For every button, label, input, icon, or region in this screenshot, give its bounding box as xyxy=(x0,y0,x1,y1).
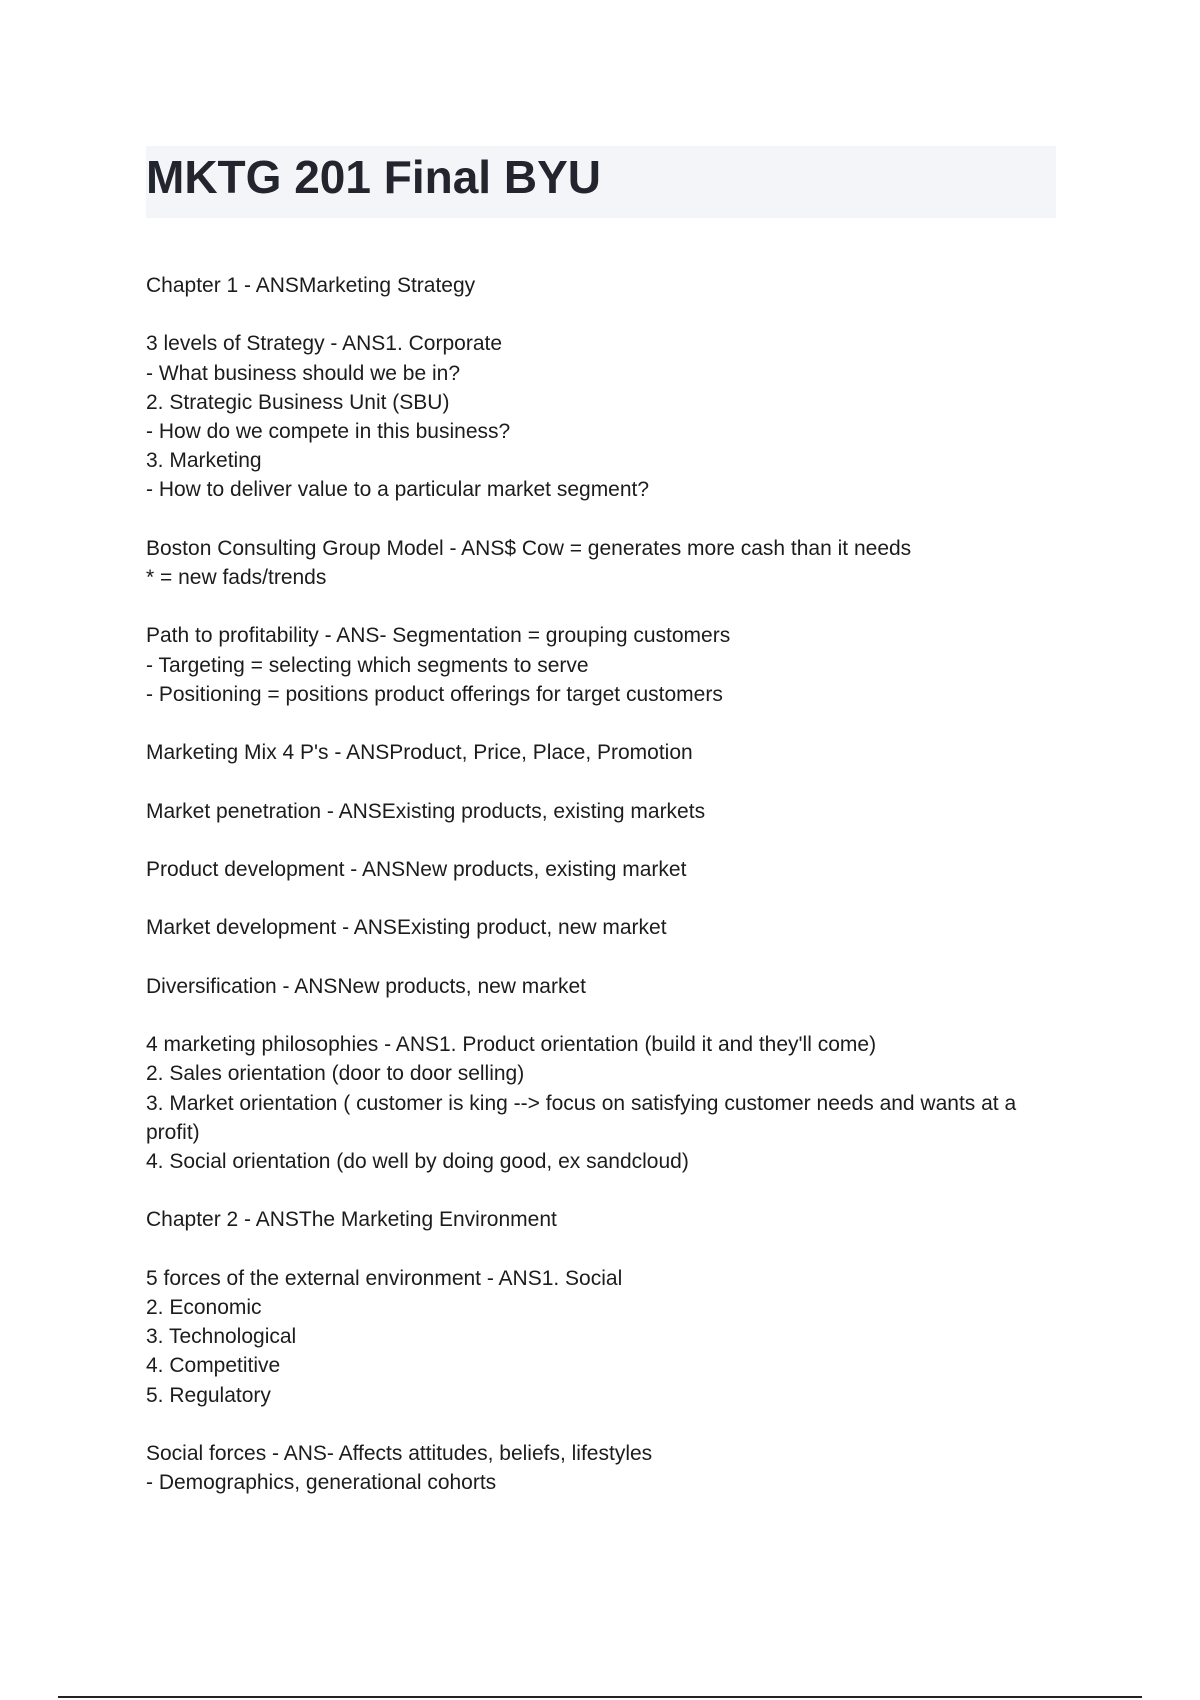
text-line: Market development - ANSExisting product, new market xyxy=(146,916,667,940)
footer-divider xyxy=(58,1696,1142,1698)
text-line: - How do we compete in this business? xyxy=(146,420,511,443)
text-line: Marketing Mix 4 P's - ANSProduct, Price, Place, Promotion xyxy=(146,741,693,765)
text-line: Diversification - ANSNew products, new market xyxy=(146,974,586,998)
text-line: 3. Technological xyxy=(146,1325,297,1349)
paragraph xyxy=(146,913,1056,942)
title-banner xyxy=(146,146,1056,218)
paragraph xyxy=(146,1205,1056,1234)
text-line: Product development - ANSNew products, existing market xyxy=(146,857,687,881)
text-line: - Positioning = positions product offerings for target customers xyxy=(146,682,723,706)
text-line: 5. Regulatory xyxy=(146,1383,271,1407)
text-line: - Targeting = selecting which segments to serve xyxy=(146,653,589,677)
paragraph xyxy=(146,855,1056,884)
text-line: 2. Sales orientation (door to door selling) xyxy=(146,1062,525,1086)
paragraph xyxy=(146,738,1056,767)
text-line: - Demographics, generational cohorts xyxy=(146,1471,497,1495)
text-line: 4. Competitive xyxy=(146,1354,281,1378)
text-line: Chapter 1 - ANSMarketing Strategy xyxy=(146,274,476,297)
paragraph xyxy=(146,1030,1056,1176)
paragraph xyxy=(146,1439,1056,1497)
text-line: * = new fads/trends xyxy=(146,566,327,589)
paragraph xyxy=(146,972,1056,1001)
text-line: 3. Market orientation ( customer is king --> focus on satisfying customer needs and wants at a profit) xyxy=(146,1091,1017,1144)
text-line: 3 levels of Strategy - ANS1. Corporate xyxy=(146,332,503,356)
paragraph xyxy=(146,329,1056,504)
text-line: Social forces - ANS- Affects attitudes, beliefs, lifestyles xyxy=(146,1441,653,1465)
text-line: Market penetration - ANSExisting products, existing markets xyxy=(146,799,706,823)
text-line: 4. Social orientation (do well by doing good, ex sandcloud) xyxy=(146,1149,689,1173)
text-line: Boston Consulting Group Model - ANS$ Cow = generates more cash than it needs xyxy=(146,536,912,560)
text-line: Path to profitability - ANS- Segmentation = grouping customers xyxy=(146,624,731,648)
document-title: MKTG 201 Final BYU xyxy=(146,151,601,203)
text-line: 2. Strategic Business Unit (SBU) xyxy=(146,390,450,414)
text-line: 4 marketing philosophies - ANS1. Product orientation (build it and they'll come) xyxy=(146,1033,877,1057)
text-line: 5 forces of the external environment - ANS1. Social xyxy=(146,1266,623,1290)
text-line: 2. Economic xyxy=(146,1295,262,1319)
text-line: - What business should we be in? xyxy=(146,361,461,385)
text-line: 3. Marketing xyxy=(146,449,262,473)
paragraph xyxy=(146,797,1056,826)
paragraph xyxy=(146,1264,1056,1410)
text-line: - How to deliver value to a particular market segment? xyxy=(146,478,650,502)
paragraph xyxy=(146,621,1056,709)
document-body xyxy=(146,271,1056,1527)
paragraph xyxy=(146,271,1056,300)
paragraph xyxy=(146,534,1056,592)
text-line: Chapter 2 - ANSThe Marketing Environment xyxy=(146,1208,557,1232)
